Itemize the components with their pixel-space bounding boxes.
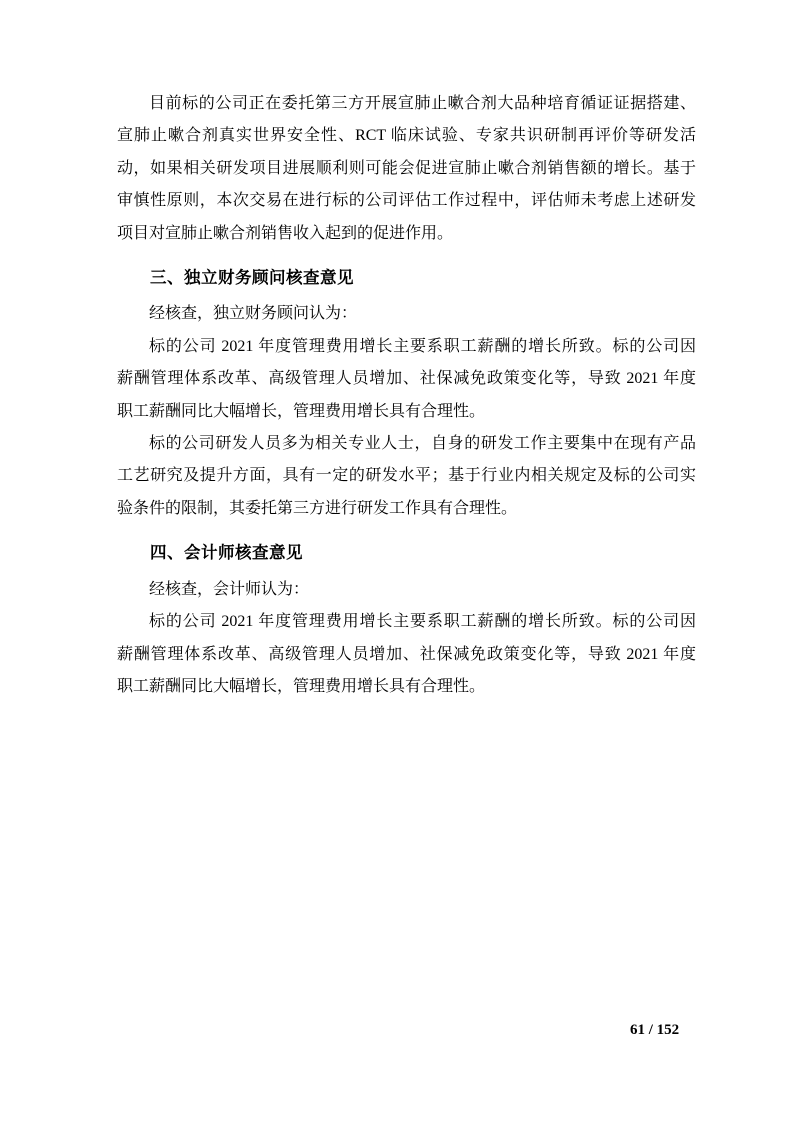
paragraph — [117, 88, 696, 250]
section-heading: 三、独立财务顾问核查意见 — [150, 269, 354, 288]
paragraph — [117, 331, 696, 428]
text-line: 经核查，独立财务顾问认为： — [149, 305, 358, 323]
text-line: 宣肺止嗽合剂真实世界安全性、RCT 临床试验、专家共识研制再评价等研发活 — [117, 127, 696, 145]
paragraph — [117, 606, 696, 703]
text-line: 审慎性原则，本次交易在进行标的公司评估工作过程中，评估师未考虑上述研发 — [117, 192, 696, 210]
text-line: 职工薪酬同比大幅增长，管理费用增长具有合理性。 — [117, 402, 486, 420]
text-line: 验条件的限制，其委托第三方进行研发工作具有合理性。 — [117, 499, 518, 517]
text-line: 薪酬管理体系改革、高级管理人员增加、社保减免政策变化等，导致 2021 年度 — [117, 370, 696, 388]
page-number: 61 / 152 — [630, 1022, 680, 1038]
paragraph — [117, 298, 696, 330]
text-line: 目前标的公司正在委托第三方开展宣肺止嗽合剂大品种培育循证证据搭建、 — [149, 95, 696, 112]
text-line: 薪酬管理体系改革、高级管理人员增加、社保减免政策变化等，导致 2021 年度 — [117, 645, 696, 663]
section-heading: 四、会计师核查意见 — [150, 544, 303, 563]
text-line: 项目对宣肺止嗽合剂销售收入起到的促进作用。 — [117, 224, 454, 242]
text-line: 标的公司 2021 年度管理费用增长主要系职工薪酬的增长所致。标的公司因 — [149, 613, 696, 631]
paragraph — [117, 574, 696, 606]
text-line: 职工薪酬同比大幅增长，管理费用增长具有合理性。 — [117, 677, 486, 695]
document-content — [117, 88, 696, 703]
text-line: 经核查，会计师认为： — [149, 580, 310, 598]
text-line: 标的公司研发人员多为相关专业人士，自身的研发工作主要集中在现有产品 — [149, 435, 696, 453]
paragraph — [117, 428, 696, 525]
text-line: 标的公司 2021 年度管理费用增长主要系职工薪酬的增长所致。标的公司因 — [149, 337, 696, 355]
text-line: 工艺研究及提升方面，具有一定的研发水平；基于行业内相关规定及标的公司实 — [117, 467, 696, 485]
text-line: 动，如果相关研发项目进展顺利则可能会促进宣肺止嗽合剂销售额的增长。基于 — [117, 159, 696, 177]
